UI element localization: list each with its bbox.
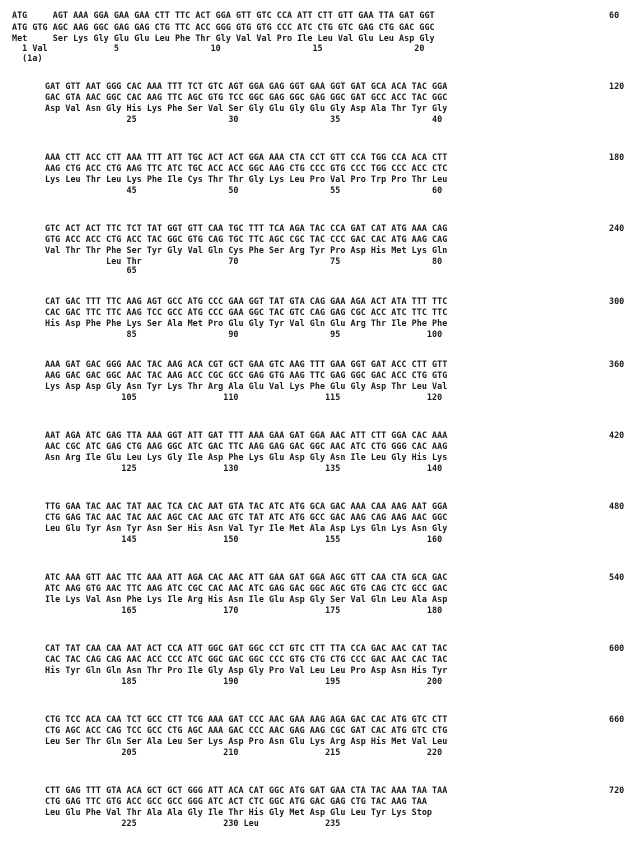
residue-number-line: 185 190 195 200 xyxy=(45,676,443,686)
residue-number-line: (1a) xyxy=(12,53,43,63)
nucleotide-position: 480 xyxy=(609,501,625,511)
residue-number-line: 85 90 95 100 xyxy=(45,329,443,339)
residue-number-line: 25 30 35 40 xyxy=(45,114,443,124)
amino-acid-line: Leu Ser Thr Gln Ser Ala Leu Ser Lys Asp Pro Asn Glu Lys Arg Asp His Met Val Leu xyxy=(45,736,448,746)
residue-number-line: 125 130 135 140 xyxy=(45,463,443,473)
amino-acid-line: Val Thr Thr Phe Ser Tyr Gly Val Gln Cys Phe Ser Arg Tyr Pro Asp His Met Lys Gln xyxy=(45,245,448,255)
dna-line-optimized: AAG GAC GAC GGC AAC TAC AAG ACC CGC GCC GAG GTG AAG TTC GAG GGC GAC ACC CTG GTG xyxy=(45,370,448,380)
dna-line-original: AAA CTT ACC CTT AAA TTT ATT TGC ACT ACT GGA AAA CTA CCT GTT CCA TGG CCA ACA CTT xyxy=(45,152,448,162)
residue-number-line: Leu Thr 70 75 80 xyxy=(45,256,443,266)
residue-number-line: 65 xyxy=(45,265,137,275)
dna-line-original: GAT GTT AAT GGG CAC AAA TTT TCT GTC AGT GGA GAG GGT GAA GGT GAT GCA ACA TAC GGA xyxy=(45,81,448,91)
dna-line-original: CTT GAG TTT GTA ACA GCT GCT GGG ATT ACA CAT GGC ATG GAT GAA CTA TAC AAA TAA TAA xyxy=(45,785,448,795)
amino-acid-line: Leu Glu Phe Val Thr Ala Ala Gly Ile Thr His Gly Met Asp Glu Leu Tyr Lys Stop xyxy=(45,807,433,817)
dna-line-optimized: AAG CTG ACC CTG AAG TTC ATC TGC ACC ACC GGC AAG CTG CCC GTG CCC TGG CCC ACC CTC xyxy=(45,163,448,173)
dna-line-optimized: CTG AGC ACC CAG TCC GCC CTG AGC AAA GAC CCC AAC GAG AAG CGC GAT CAC ATG GTC CTG xyxy=(45,725,448,735)
dna-line-optimized: AAC CGC ATC GAG CTG AAG GGC ATC GAC TTC AAG GAG GAC GGC AAC ATC CTG GGG CAC AAG xyxy=(45,441,448,451)
amino-acid-line: His Asp Phe Phe Lys Ser Ala Met Pro Glu Gly Tyr Val Gln Glu Arg Thr Ile Phe Phe xyxy=(45,318,448,328)
nucleotide-position: 660 xyxy=(609,714,625,724)
amino-acid-line: Lys Leu Thr Leu Lys Phe Ile Cys Thr Thr Gly Lys Leu Pro Val Pro Trp Pro Thr Leu xyxy=(45,174,448,184)
nucleotide-position: 300 xyxy=(609,296,625,306)
residue-number-line: 105 110 115 120 xyxy=(45,392,443,402)
nucleotide-position: 600 xyxy=(609,643,625,653)
amino-acid-line: Asp Val Asn Gly His Lys Phe Ser Val Ser Gly Glu Gly Glu Gly Asp Ala Thr Tyr Gly xyxy=(45,103,448,113)
dna-line-optimized: CTG GAG TTC GTG ACC GCC GCC GGG ATC ACT CTC GGC ATG GAC GAG CTG TAC AAG TAA xyxy=(45,796,427,806)
dna-line-optimized: CAC GAC TTC TTC AAG TCC GCC ATG CCC GAA GGC TAC GTC CAG GAG CGC ACC ATC TTC TTC xyxy=(45,307,448,317)
amino-acid-line: Asn Arg Ile Glu Leu Lys Gly Ile Asp Phe Lys Glu Asp Gly Asn Ile Leu Gly His Lys xyxy=(45,452,448,462)
residue-number-line: 145 150 155 160 xyxy=(45,534,443,544)
amino-acid-line: His Tyr Gln Gln Asn Thr Pro Ile Gly Asp Gly Pro Val Leu Leu Pro Asp Asn His Tyr xyxy=(45,665,448,675)
dna-line-optimized: ATG GTG AGC AAG GGC GAG GAG CTG TTC ACC GGG GTG GTG CCC ATC CTG GTC GAG CTG GAC GGC xyxy=(12,22,435,32)
amino-acid-line: Lys Asp Asp Gly Asn Tyr Lys Thr Arg Ala Glu Val Lys Phe Glu Gly Asp Thr Leu Val xyxy=(45,381,448,391)
nucleotide-position: 420 xyxy=(609,430,625,440)
dna-line-original: TTG GAA TAC AAC TAT AAC TCA CAC AAT GTA TAC ATC ATG GCA GAC AAA CAA AAG AAT GGA xyxy=(45,501,448,511)
dna-line-original: AAT AGA ATC GAG TTA AAA GGT ATT GAT TTT AAA GAA GAT GGA AAC ATT CTT GGA CAC AAA xyxy=(45,430,448,440)
nucleotide-position: 60 xyxy=(609,10,620,20)
dna-line-original: CTG TCC ACA CAA TCT GCC CTT TCG AAA GAT CCC AAC GAA AAG AGA GAC CAC ATG GTC CTT xyxy=(45,714,448,724)
residue-number-line: 165 170 175 180 xyxy=(45,605,443,615)
dna-line-optimized: CTG GAG TAC AAC TAC AAC AGC CAC AAC GTC TAT ATC ATG GCC GAC AAG CAG AAG AAC GGC xyxy=(45,512,448,522)
residue-number-line: 205 210 215 220 xyxy=(45,747,443,757)
nucleotide-position: 360 xyxy=(609,359,625,369)
nucleotide-position: 720 xyxy=(609,785,625,795)
residue-number-line: 45 50 55 60 xyxy=(45,185,443,195)
dna-line-original: AAA GAT GAC GGG AAC TAC AAG ACA CGT GCT GAA GTC AAG TTT GAA GGT GAT ACC CTT GTT xyxy=(45,359,448,369)
residue-number-line: 225 230 Leu 235 xyxy=(45,818,341,828)
dna-line-original: ATG AGT AAA GGA GAA GAA CTT TTC ACT GGA GTT GTC CCA ATT CTT GTT GAA TTA GAT GGT xyxy=(12,10,435,20)
dna-line-original: ATC AAA GTT AAC TTC AAA ATT AGA CAC AAC ATT GAA GAT GGA AGC GTT CAA CTA GCA GAC xyxy=(45,572,448,582)
dna-line-original: CAT GAC TTT TTC AAG AGT GCC ATG CCC GAA GGT TAT GTA CAG GAA AGA ACT ATA TTT TTC xyxy=(45,296,448,306)
residue-number-line: 1 Val 5 10 15 20 xyxy=(12,43,425,53)
amino-acid-line: Met Ser Lys Gly Glu Glu Leu Phe Thr Gly Val Val Pro Ile Leu Val Glu Leu Asp Gly xyxy=(12,33,435,43)
amino-acid-line: Leu Glu Tyr Asn Tyr Asn Ser His Asn Val Tyr Ile Met Ala Asp Lys Gln Lys Asn Gly xyxy=(45,523,448,533)
nucleotide-position: 180 xyxy=(609,152,625,162)
nucleotide-position: 540 xyxy=(609,572,625,582)
dna-line-optimized: GAC GTA AAC GGC CAC AAG TTC AGC GTG TCC GGC GAG GGC GAG GGC GAT GCC ACC TAC GGC xyxy=(45,92,448,102)
nucleotide-position: 120 xyxy=(609,81,625,91)
dna-line-optimized: GTG ACC ACC CTG ACC TAC GGC GTG CAG TGC TTC AGC CGC TAC CCC GAC CAC ATG AAG CAG xyxy=(45,234,448,244)
dna-line-original: CAT TAT CAA CAA AAT ACT CCA ATT GGC GAT GGC CCT GTC CTT TTA CCA GAC AAC CAT TAC xyxy=(45,643,448,653)
dna-line-optimized: CAC TAC CAG CAG AAC ACC CCC ATC GGC GAC GGC CCC GTG CTG CTG CCC GAC AAC CAC TAC xyxy=(45,654,448,664)
nucleotide-position: 240 xyxy=(609,223,625,233)
amino-acid-line: Ile Lys Val Asn Phe Lys Ile Arg His Asn Ile Glu Asp Gly Ser Val Gln Leu Ala Asp xyxy=(45,594,448,604)
dna-line-original: GTC ACT ACT TTC TCT TAT GGT GTT CAA TGC TTT TCA AGA TAC CCA GAT CAT ATG AAA CAG xyxy=(45,223,448,233)
dna-line-optimized: ATC AAG GTG AAC TTC AAG ATC CGC CAC AAC ATC GAG GAC GGC AGC GTG CAG CTC GCC GAC xyxy=(45,583,448,593)
